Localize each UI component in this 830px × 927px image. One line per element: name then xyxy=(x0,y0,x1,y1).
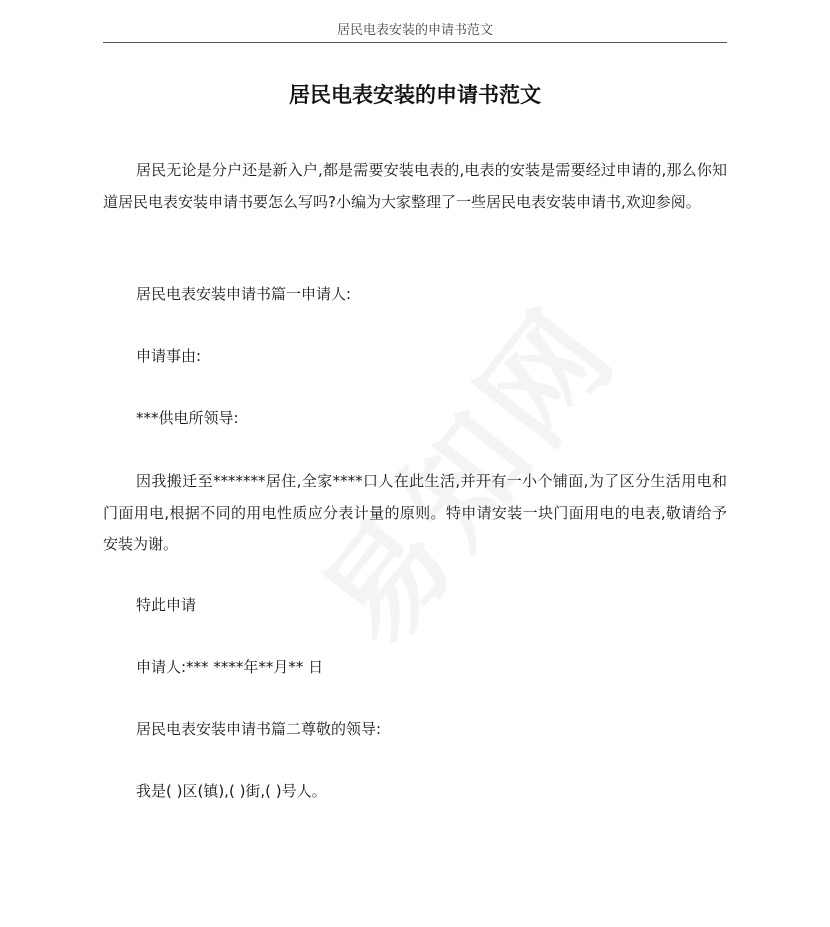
paragraph-closing: 特此申请 xyxy=(136,596,197,614)
paragraph-section-two-heading: 居民电表安装申请书篇二尊敬的领导: xyxy=(136,720,382,738)
running-header: 居民电表安装的申请书范文 xyxy=(336,23,493,38)
document-title: 居民电表安装的申请书范文 xyxy=(289,83,541,107)
header-divider xyxy=(103,42,727,43)
paragraph-intro: 居民无论是分户还是新入户,都是需要安装电表的,电表的安装是需要经过申请的,那么你知道居民电表安装申请书要怎么写吗?小编为大家整理了一些居民电表安装申请书,欢迎参阅。 xyxy=(103,161,727,211)
paragraph-application-reason: 申请事由: xyxy=(136,347,202,365)
paragraph-addressee: ***供电所领导: xyxy=(136,409,239,427)
paragraph-signature: 申请人:*** ****年**月** 日 xyxy=(136,658,324,676)
paragraph-section-two-intro: 我是( )区(镇),( )街,( )号人。 xyxy=(136,782,327,800)
paragraph-section-one-heading: 居民电表安装申请书篇一申请人: xyxy=(136,285,352,303)
paragraph-body: 因我搬迁至*******居住,全家****口人在此生活,并开有一小个铺面,为了区分生活用电和门面用电,根据不同的用电性质应分表计量的原则。特申请安装一块门面用电的电表,敬请给予安装为谢。 xyxy=(103,472,727,553)
